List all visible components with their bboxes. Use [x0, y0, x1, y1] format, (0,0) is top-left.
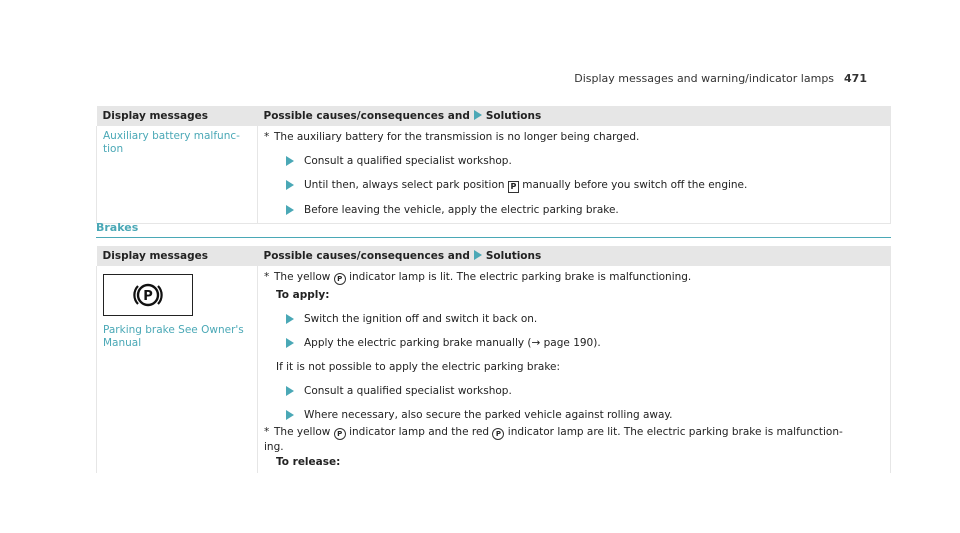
col-causes-solutions: Possible causes/consequences and Solutions [258, 246, 891, 266]
step-item: Apply the electric parking brake manually (→ page 190). [264, 336, 884, 350]
messages-table-2 [96, 246, 891, 473]
arrow-icon [286, 180, 294, 190]
arrow-icon [286, 205, 294, 215]
parking-brake-lamp-icon: P [492, 428, 504, 440]
arrow-icon [286, 386, 294, 396]
solutions-cell [258, 266, 891, 473]
step-item: Switch the ignition off and switch it back on. [264, 312, 884, 326]
message-text: Parking brake See Owner's Manual [103, 324, 244, 349]
step-item: Before leaving the vehicle, apply the electric parking brake. [264, 203, 884, 217]
parking-brake-icon [103, 274, 193, 316]
svg-text:P: P [143, 289, 153, 304]
cause-text: * The auxiliary battery for the transmission is no longer being charged. [264, 131, 640, 143]
release-label: To release: [276, 456, 341, 468]
step-item: Consult a qualified specialist workshop. [264, 154, 884, 168]
section-title: Brakes [96, 221, 891, 238]
col-display-messages: Display messages [97, 106, 258, 126]
solutions-cell [258, 126, 891, 224]
arrow-icon [474, 250, 482, 260]
step-item: Where necessary, also secure the parked vehicle against rolling away. [264, 408, 884, 422]
messages-table-1 [96, 106, 891, 224]
page-number: 471 [844, 72, 867, 85]
arrow-icon [474, 110, 482, 120]
col-causes-solutions: Possible causes/consequences and Solutions [258, 106, 891, 126]
parking-brake-lamp-icon: P [334, 428, 346, 440]
arrow-icon [286, 156, 294, 166]
note-text: If it is not possible to apply the electric parking brake: [276, 361, 561, 373]
step-item: Until then, always select park position P manually before you switch off the engine. [264, 178, 884, 193]
arrow-icon [286, 410, 294, 420]
cause-text: * The yellow P indicator lamp is lit. The electric parking brake is malfunctioning. [264, 271, 692, 283]
message-parking-brake [97, 266, 258, 473]
step-item: Consult a qualified specialist workshop. [264, 384, 884, 398]
parking-brake-lamp-icon: P [334, 273, 346, 285]
arrow-icon [286, 314, 294, 324]
col-display-messages: Display messages [97, 246, 258, 266]
header-title: Display messages and warning/indicator lamps [574, 72, 835, 85]
park-position-icon: P [508, 181, 519, 193]
apply-label: To apply: [276, 289, 330, 301]
page-header [574, 72, 867, 85]
cause-text: * The yellow P indicator lamp and the red P indicator lamp are lit. The electric parking brake is malfunction- ing. [264, 426, 843, 453]
message-aux-battery: Auxiliary battery malfunc- tion [97, 126, 258, 224]
arrow-icon [286, 338, 294, 348]
